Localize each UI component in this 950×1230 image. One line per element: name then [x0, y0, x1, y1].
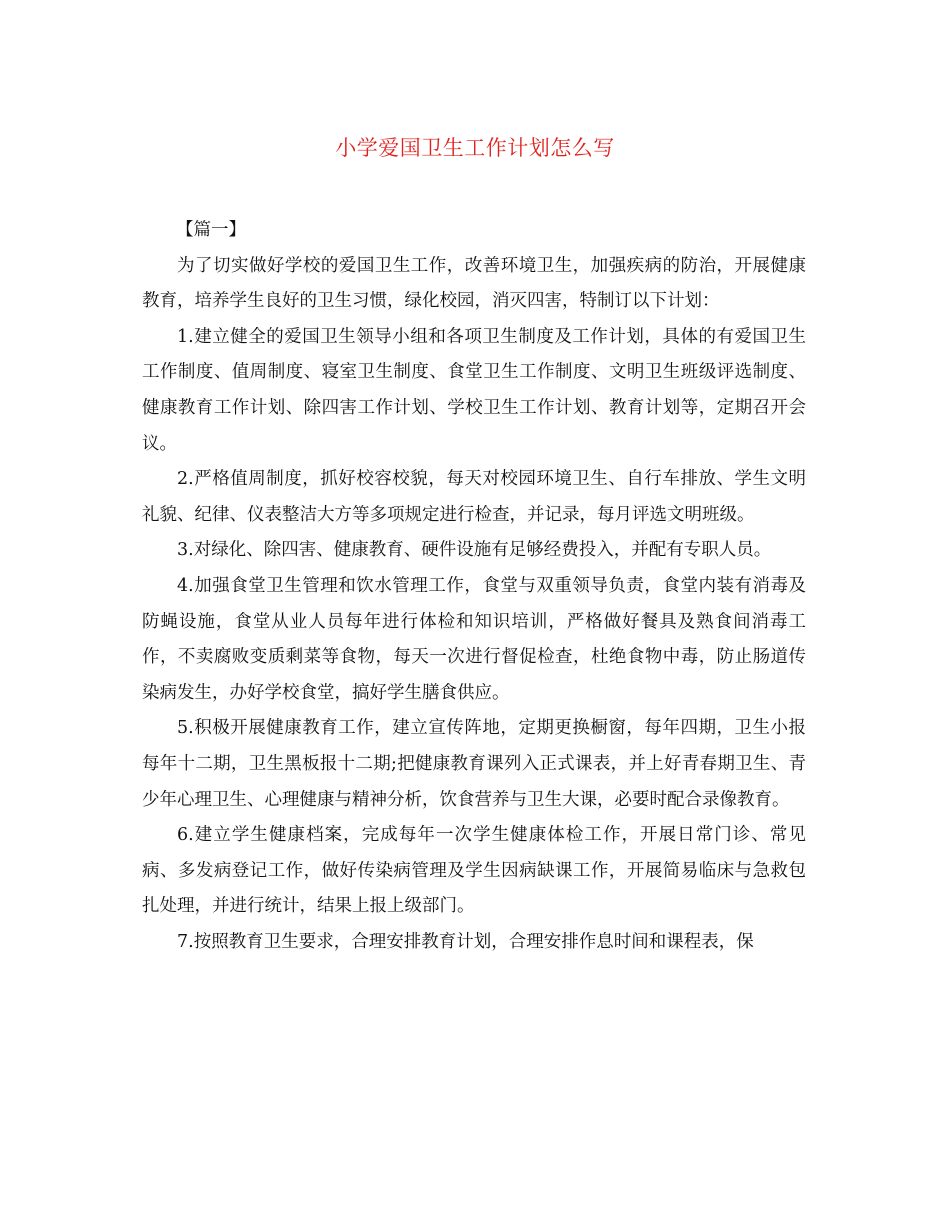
document-body	[142, 213, 806, 960]
paragraph-item-3: 3.对绿化、除四害、健康教育、硬件设施有足够经费投入，并配有专职人员。	[177, 540, 772, 561]
paragraph-item-4: 4.加强食堂卫生管理和饮水管理工作，食堂与双重领导负责，食堂内装有消毒及防蝇设施，食堂从业人员每年进行体检和知识培训，严格做好餐具及熟食间消毒工作，不卖腐败变质剩菜等食物，每天一次进行督促检查，杜绝食物中毒，防止肠道传染病发生，办好学校食堂，搞好学生膳食供应。	[142, 575, 806, 703]
paragraph-item-2: 2.严格值周制度，抓好校容校貌，每天对校园环境卫生、自行车排放、学生文明礼貌、纪律、仪表整洁大方等多项规定进行检查，并记录，每月评选文明班级。	[142, 469, 806, 525]
paragraph-item-1: 1.建立健全的爱国卫生领导小组和各项卫生制度及工作计划，具体的有爱国卫生工作制度、值周制度、寝室卫生制度、食堂卫生工作制度、文明卫生班级评选制度、健康教育工作计划、除四害工作计划、学校卫生工作计划、教育计划等，定期召开会议。	[142, 326, 806, 454]
paragraph-intro: 为了切实做好学校的爱国卫生工作，改善环境卫生，加强疾病的防治，开展健康教育，培养学生良好的卫生习惯，绿化校园，消灭四害，特制订以下计划：	[142, 255, 806, 312]
paragraph-item-7: 7.按照教育卫生要求，合理安排教育计划，合理安排作息时间和课程表，保	[177, 931, 754, 952]
paragraph-item-5: 5.积极开展健康教育工作，建立宣传阵地，定期更换橱窗，每年四期，卫生小报每年十二期，卫生黑板报十二期;把健康教育课列入正式课表，并上好青春期卫生、青少年心理卫生、心理健康与精神分析，饮食营养与卫生大课，必要时配合录像教育。	[142, 718, 806, 810]
paragraph-item-6: 6.建立学生健康档案，完成每年一次学生健康体检工作，开展日常门诊、常见病、多发病登记工作，做好传染病管理及学生因病缺课工作，开展简易临床与急救包扎处理，并进行统计，结果上报上级部门。	[142, 825, 806, 917]
document-title: 小学爱国卫生工作计划怎么写	[335, 136, 615, 160]
section-label: 【篇一】	[176, 220, 246, 240]
